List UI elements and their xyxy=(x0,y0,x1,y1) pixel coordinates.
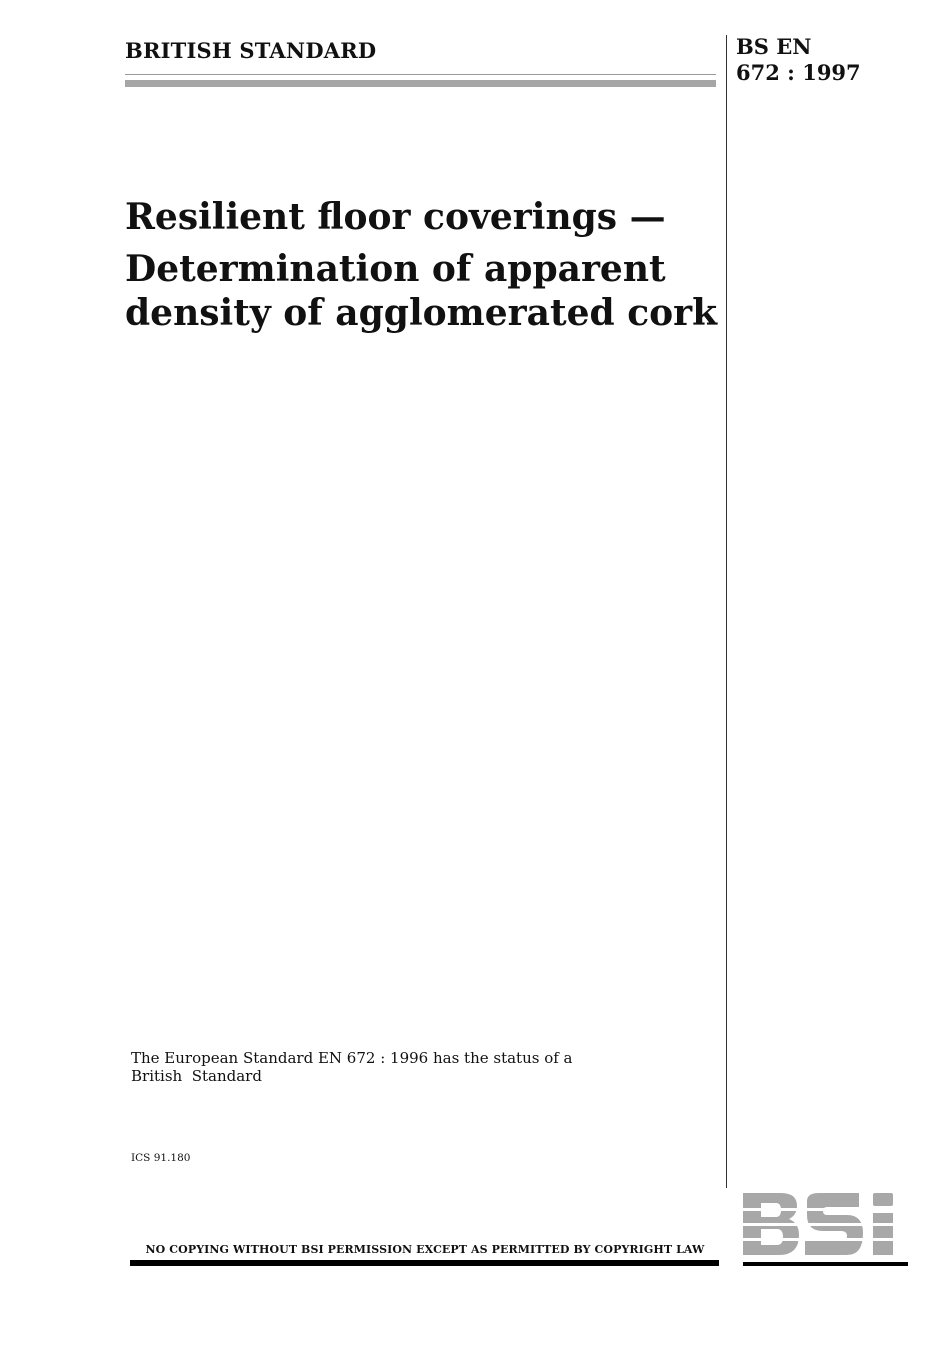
footer-bar xyxy=(130,1260,719,1266)
standard-number-year: 672 : 1997 xyxy=(736,60,861,85)
title-line-1: Resilient floor coverings — xyxy=(125,196,666,238)
document-title xyxy=(125,195,718,335)
status-note-line-2: British Standard xyxy=(131,1067,262,1085)
status-note-line-1: The European Standard EN 672 : 1996 has the status of a xyxy=(131,1049,573,1067)
header-rule-thick xyxy=(125,80,716,87)
copyright-notice: NO COPYING WITHOUT BSI PERMISSION EXCEPT AS PERMITTED BY COPYRIGHT LAW xyxy=(145,1243,705,1256)
status-note xyxy=(131,1049,573,1085)
header-rule-thin xyxy=(125,74,716,75)
ics-code: ICS 91.180 xyxy=(131,1152,191,1164)
vertical-divider xyxy=(726,35,727,1188)
document-type-label: BRITISH STANDARD xyxy=(125,38,377,63)
title-line-3: density of agglomerated cork xyxy=(125,292,718,334)
title-line-2: Determination of apparent xyxy=(125,248,666,290)
standard-number-prefix: BS EN xyxy=(736,34,812,59)
bsi-logo xyxy=(743,1193,909,1255)
logo-underline-bar xyxy=(743,1262,908,1266)
standard-number xyxy=(736,34,861,86)
